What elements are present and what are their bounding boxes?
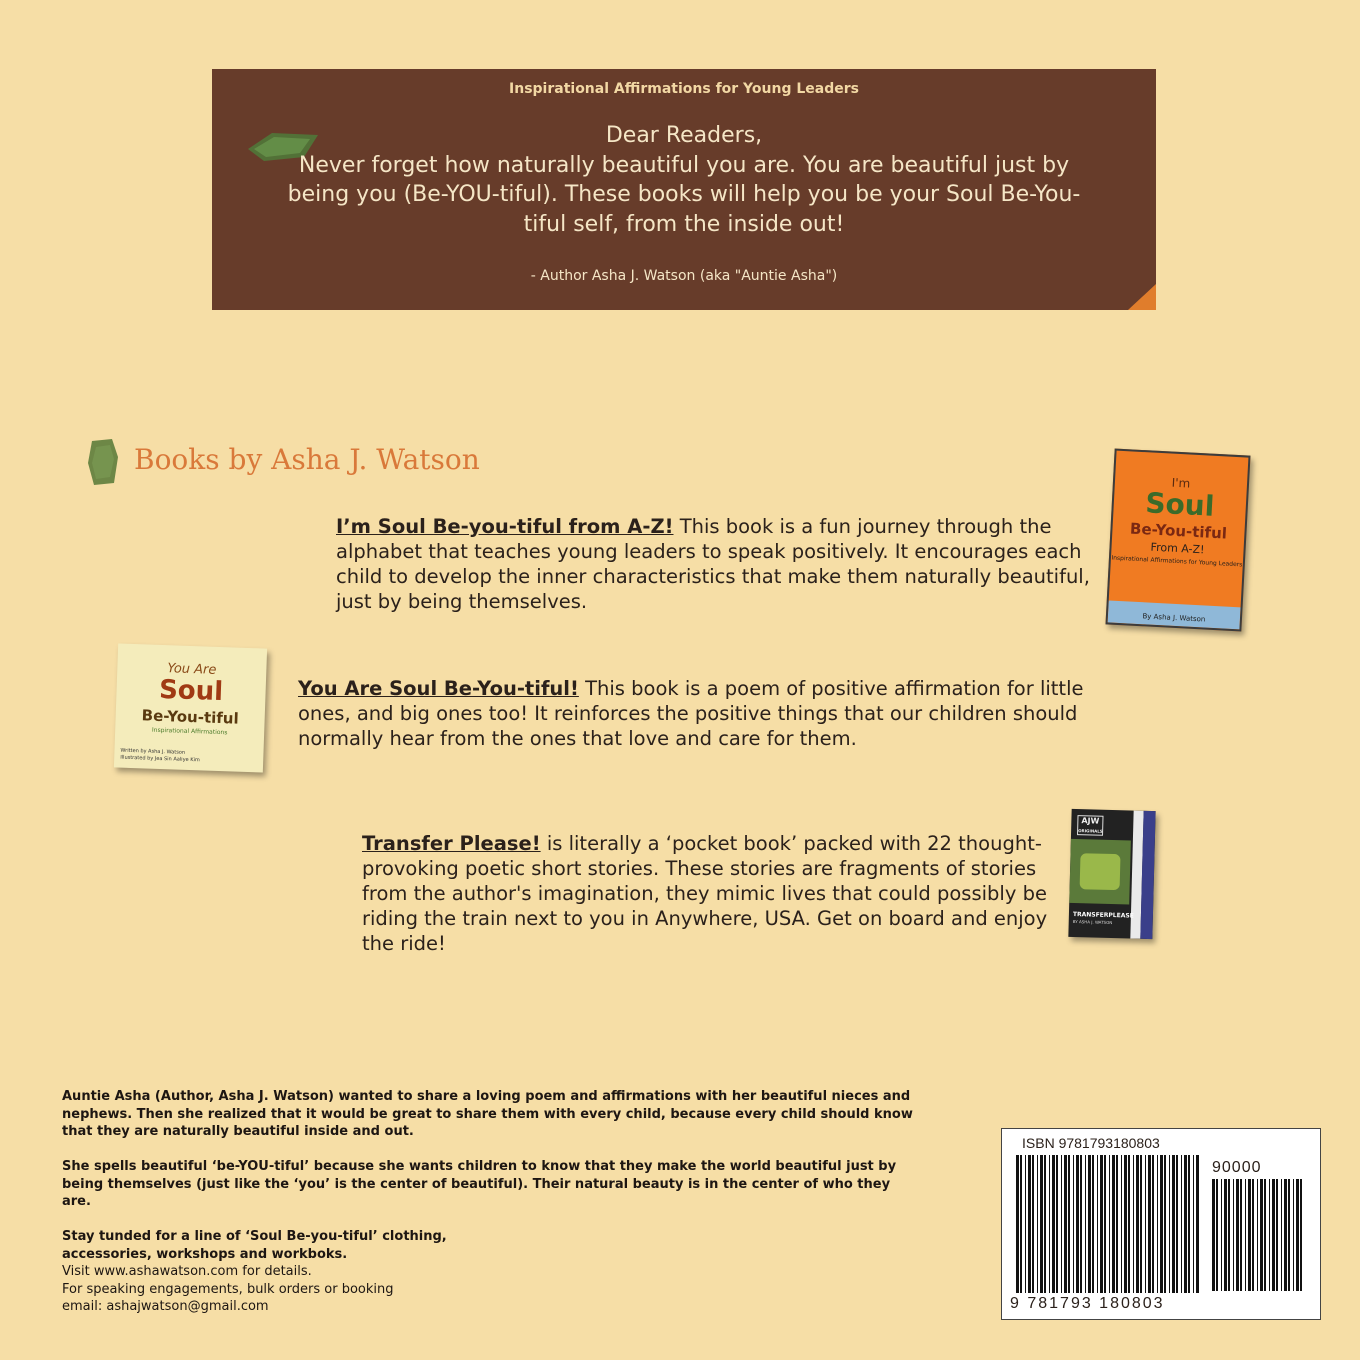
book-text-1: This book is a fun journey through the alphabet that teaches young leaders to speak positively. It encourages each child to develop the inner characteristics that make them naturally beautiful, just by being themselves.: [336, 515, 1090, 613]
book-cover-2: [114, 643, 267, 772]
cover1-line2: Soul: [1144, 486, 1216, 523]
letter-heading: Inspirational Affirmations for Young Leaders: [509, 81, 859, 97]
about-author: [62, 1088, 922, 1316]
about-stay-tuned: Stay tunded for a line of ‘Soul Be-you-tiful’ clothing, accessories, workshops and workboks.: [62, 1229, 447, 1262]
cover1-line4: From A-Z!: [1150, 540, 1205, 557]
green-brush-icon: [86, 437, 120, 487]
letter-body: [272, 121, 1096, 239]
cover2-credit2: Illustrated by Jea Sin Aaliye Kim: [120, 754, 200, 764]
book-description-1: [336, 514, 1100, 614]
cover1-sub: Inspirational Affirmations for Young Leaders: [1111, 554, 1243, 569]
about-paragraph-2: She spells beautiful ‘be-YOU-tiful’ because she wants children to know that they make the world beautiful just by being themselves (just like the ‘you’ is the center of beautiful). Their natural beauty is in the center of who they are.: [62, 1159, 897, 1209]
isbn-digits: 9 781793 180803: [1010, 1295, 1165, 1312]
cover2-line1: You Are: [167, 661, 217, 678]
about-visit: Visit www.ashawatson.com for details.: [62, 1264, 312, 1279]
isbn-label: ISBN 9781793180803: [1022, 1135, 1160, 1151]
book-cover-3: [1068, 809, 1155, 939]
book-cover-1: [1105, 449, 1250, 632]
barcode-addon-icon: [1212, 1179, 1304, 1291]
cover3-badge: [1077, 815, 1104, 836]
cover1-author: By Asha J. Watson: [1142, 612, 1206, 624]
book-title-2: You Are Soul Be-You-tiful!: [298, 677, 579, 700]
cover3-train-image: [1069, 839, 1131, 905]
cover2-sub: Inspirational Affirmations: [151, 726, 228, 737]
section-title: Books by Asha J. Watson: [134, 443, 480, 476]
book-title-1: I’m Soul Be-you-tiful from A-Z!: [336, 515, 674, 538]
book-description-3: [362, 831, 1052, 956]
book-title-3: Transfer Please!: [362, 832, 541, 855]
cover3-author: BY ASHA J. WATSON: [1072, 918, 1113, 926]
cover1-line3: Be-You-tiful: [1129, 519, 1228, 543]
isbn-barcode-box: [1001, 1128, 1321, 1320]
corner-fold: [1128, 284, 1156, 310]
cover3-spine: [1140, 811, 1155, 939]
about-speaking: For speaking engagements, bulk orders or booking: [62, 1281, 394, 1297]
letter-box: [212, 69, 1156, 310]
book-text-2: This book is a poem of positive affirmation for little ones, and big ones too! It reinforces the positive things that our children should normally hear from the ones that love and care for them.: [298, 677, 1084, 750]
letter-signature: - Author Asha J. Watson (aka "Auntie Asha"): [530, 268, 838, 284]
cover2-credit1: Written by Asha J. Watson: [120, 747, 186, 756]
isbn-price-code: 90000: [1212, 1159, 1262, 1176]
cover2-line2: Soul: [158, 674, 224, 708]
cover2-line3: Be-You-tiful: [141, 706, 239, 728]
letter-text: Never forget how naturally beautiful you are. You are beautiful just by being you (Be-YOU-tiful). These books will help you be your Soul Be-You-tiful self, from the inside out!: [287, 152, 1081, 237]
barcode-main-icon: [1016, 1155, 1200, 1293]
book-text-3: is literally a ‘pocket book’ packed with 22 thought-provoking poetic short stories. These stories are fragments of stories from the author's imagination, they mimic lives that could possibly be riding the train next to you in Anywhere, USA. Get on board and enjoy the ride!: [362, 832, 1048, 955]
book-description-2: [298, 676, 1102, 751]
cover3-badge-sub: ORIGINALS: [1078, 828, 1103, 834]
about-email: email: ashajwatson@gmail.com: [62, 1299, 269, 1314]
cover3-badge-text: AJW: [1081, 816, 1100, 826]
cover3-title: TRANSFERPLEASE: [1072, 910, 1134, 920]
about-paragraph-1: Auntie Asha (Author, Asha J. Watson) wanted to share a loving poem and affirmations with her beautiful nieces and nephews. Then she realized that it would be great to share them with every child, because every child should know that they are naturally beautiful inside and out.: [62, 1089, 913, 1139]
letter-greeting: Dear Readers,: [605, 123, 763, 148]
cover1-line1: I'm: [1171, 475, 1191, 491]
